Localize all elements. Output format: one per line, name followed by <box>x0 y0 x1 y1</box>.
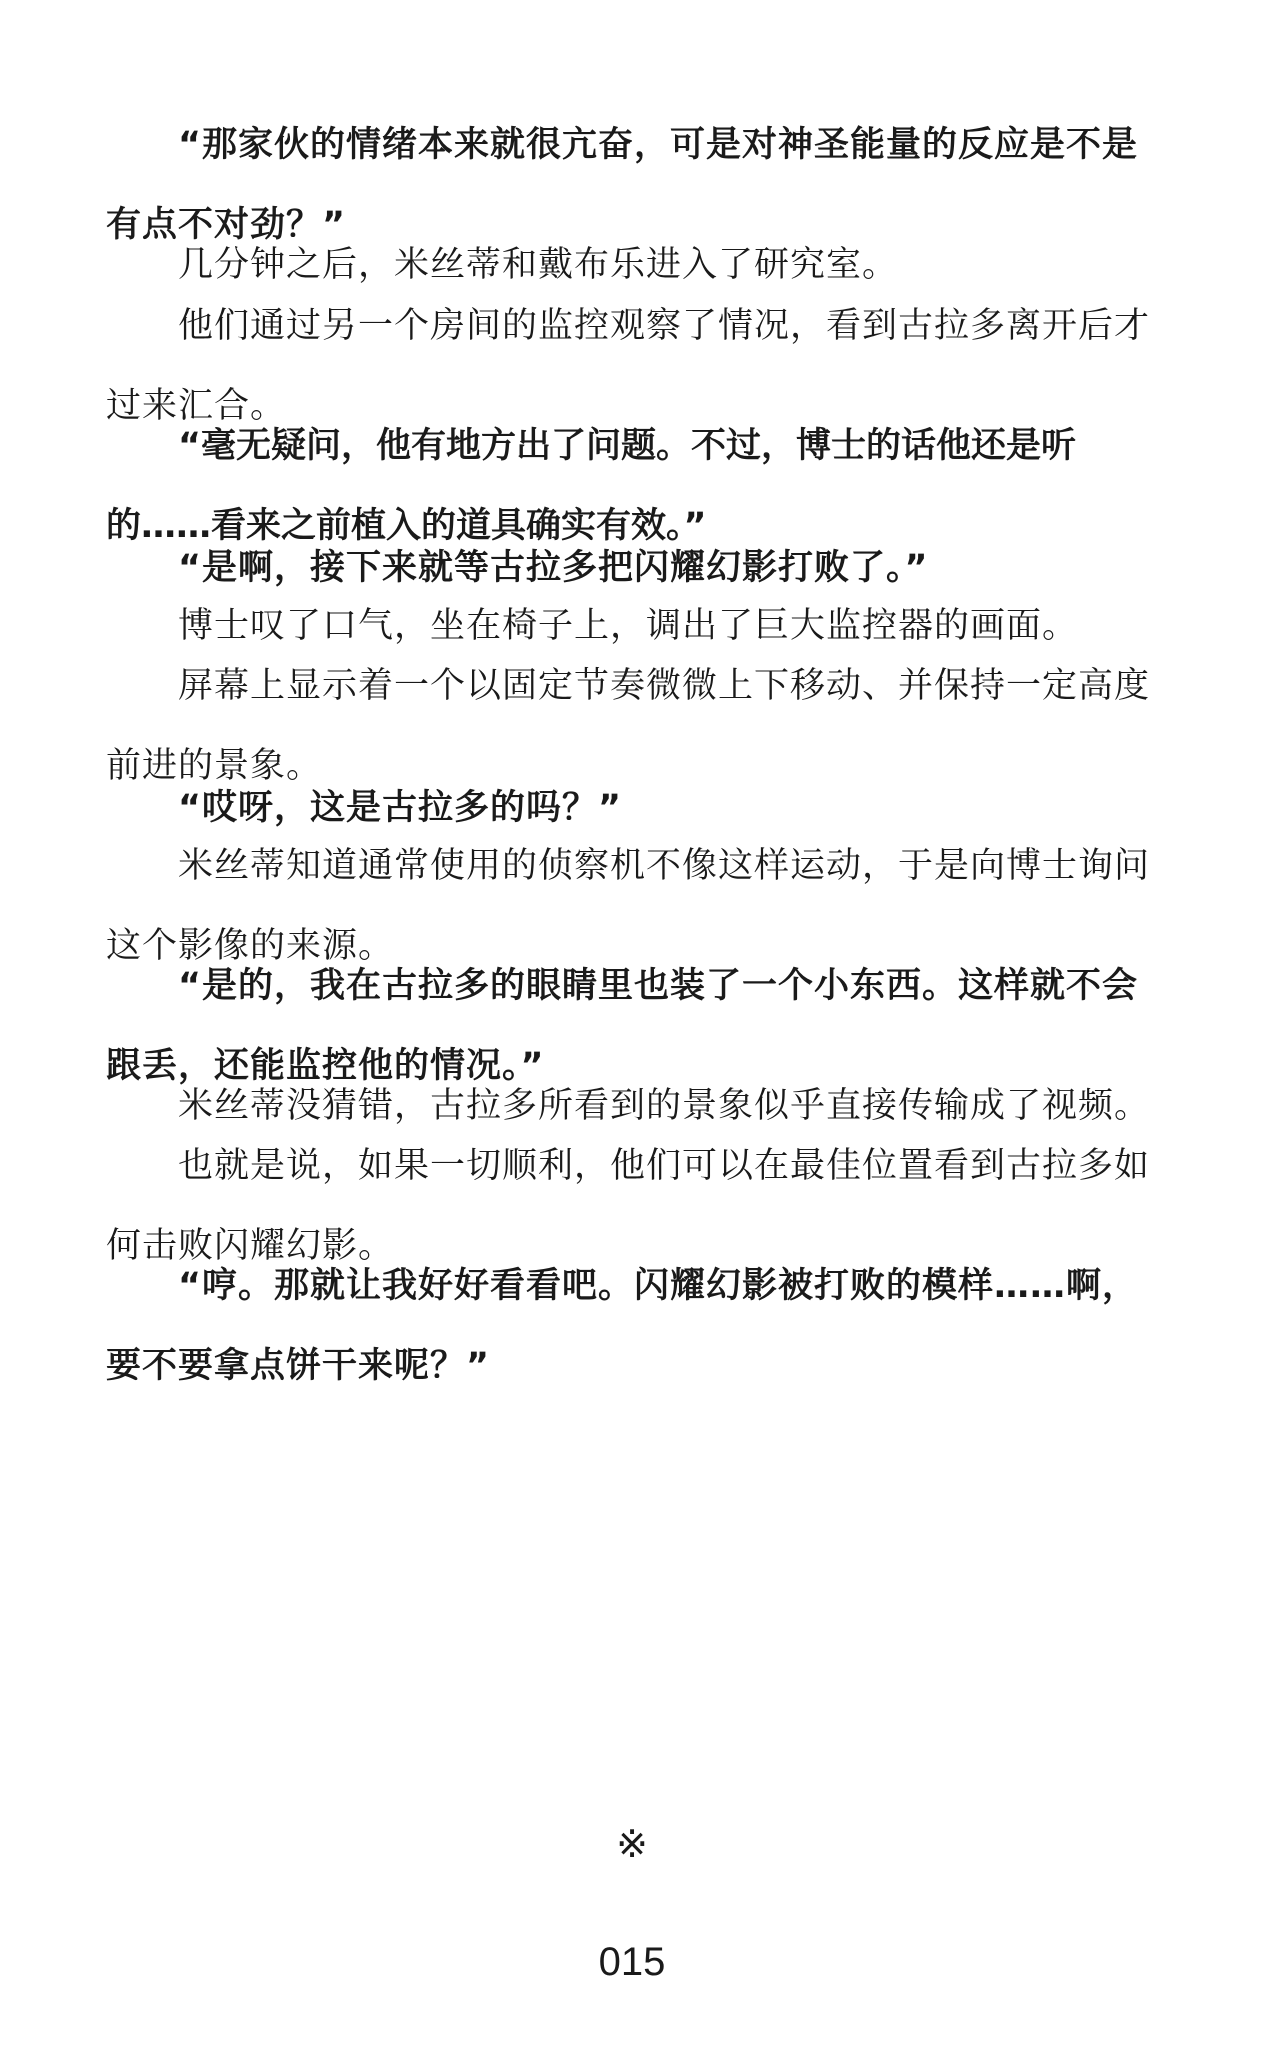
paragraph-narration: 几分钟之后，米丝蒂和戴布乐进入了研究室。 <box>178 245 899 285</box>
paragraph-narration: 也就是说，如果一切顺利，他们可以在最佳位置看到古拉多如何击败闪耀幻影。 <box>106 1146 1151 1266</box>
paragraph-narration: 屏幕上显示着一个以固定节奏微微上下移动、并保持一定高度前进的景象。 <box>106 666 1151 786</box>
paragraph-dialogue: “是啊，接下来就等古拉多把闪耀幻影打败了。” <box>178 548 929 588</box>
paragraph-dialogue: “哼。那就让我好好看看吧。闪耀幻影被打败的模样……啊，要不要拿点饼干来呢？” <box>106 1266 1139 1386</box>
paragraph-dialogue: “哎呀，这是古拉多的吗？” <box>178 788 623 828</box>
paragraph-dialogue: “毫无疑问，他有地方出了问题。不过，博士的话他还是听的……看来之前植入的道具确实有效。” <box>106 426 1077 546</box>
page-number: 015 <box>598 1940 666 1984</box>
paragraph-narration: 他们通过另一个房间的监控观察了情况，看到古拉多离开后才过来汇合。 <box>106 306 1151 426</box>
paragraph-dialogue: “是的，我在古拉多的眼睛里也装了一个小东西。这样就不会跟丢，还能监控他的情况。” <box>106 966 1139 1086</box>
paragraph-narration: 博士叹了口气，坐在椅子上，调出了巨大监控器的画面。 <box>178 606 1079 646</box>
scene-break-symbol: ※ <box>616 1822 648 1866</box>
paragraph-narration: 米丝蒂知道通常使用的侦察机不像这样运动，于是向博士询问这个影像的来源。 <box>106 846 1151 966</box>
paragraph-narration: 米丝蒂没猜错，古拉多所看到的景象似乎直接传输成了视频。 <box>178 1086 1151 1126</box>
paragraph-dialogue: “那家伙的情绪本来就很亢奋，可是对神圣能量的反应是不是有点不对劲？” <box>106 125 1139 245</box>
